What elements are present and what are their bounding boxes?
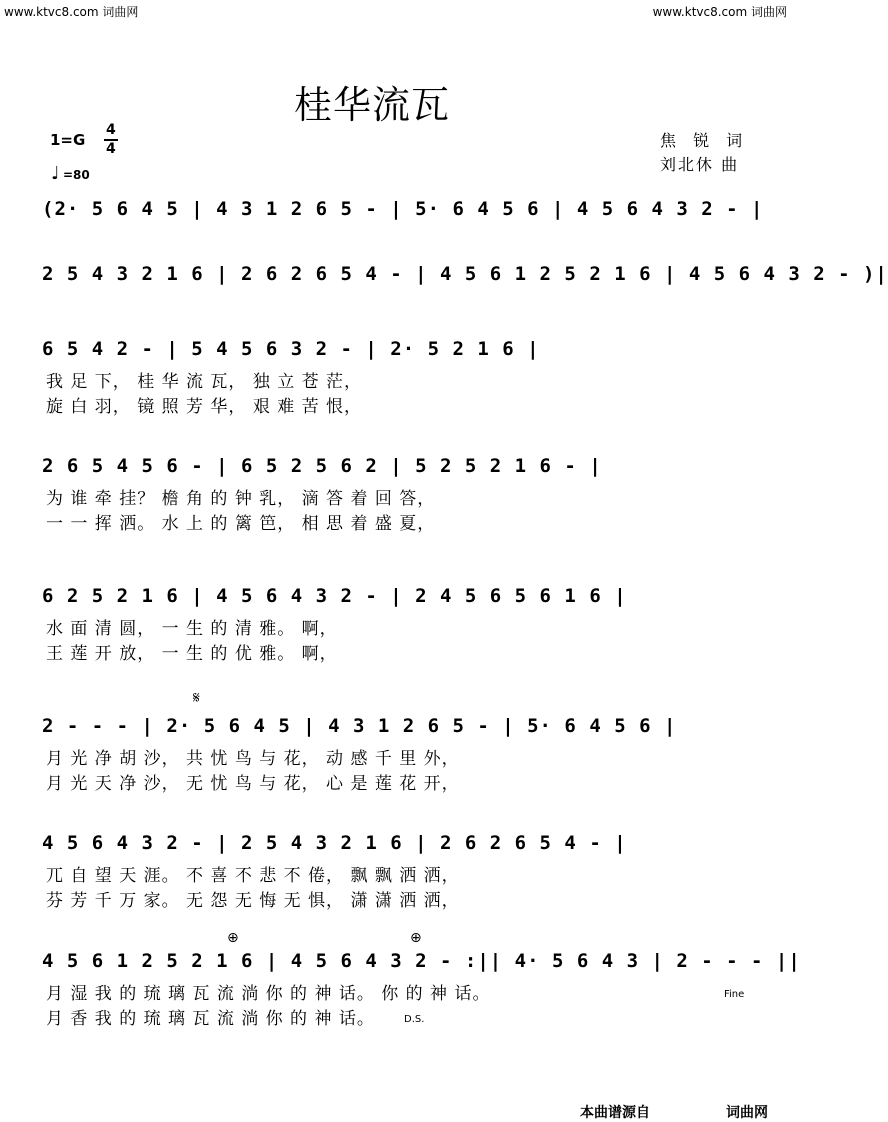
segno-icon: 𝄋 xyxy=(193,688,200,707)
lyric-verse-2: 旋 白 羽， 镜 照 芳 华， 艰 难 苦 恨， xyxy=(46,397,363,417)
quarter-note-icon: ♩ xyxy=(51,163,60,184)
lyric-verse-2: 月 香 我 的 琉 璃 瓦 流 淌 你 的 神 话。 xyxy=(46,1009,375,1029)
lyric-verse-1: 我 足 下， 桂 华 流 瓦， 独 立 苍 茫， xyxy=(46,372,363,392)
footer-source: 本曲谱源自 xyxy=(580,1105,650,1121)
notation-line: 2 - - - | 2· 5 6 4 5 | 4 3 1 2 6 5 - | 5· 6 4 5 6 | xyxy=(42,715,677,737)
composer-credit: 刘北休 曲 xyxy=(660,155,740,174)
notation-line: 4 5 6 1 2 5 2 1 6 | 4 5 6 4 3 2 - :|| 4· 5 6 4 3 | 2 - - - || xyxy=(42,950,801,972)
notation-line: 4 5 6 4 3 2 - | 2 5 4 3 2 1 6 | 2 6 2 6 5 4 - | xyxy=(42,832,627,854)
time-signature-bottom: 4 xyxy=(106,141,116,157)
lyric-verse-2: 王 莲 开 放， 一 生 的 优 雅。 啊， xyxy=(46,644,338,664)
notation-line: 2 5 4 3 2 1 6 | 2 6 2 6 5 4 - | 4 5 6 1 2 5 2 1 6 | 4 5 6 4 3 2 - )| xyxy=(42,263,888,285)
lyric-verse-1: 兀 自 望 天 涯。 不 喜 不 悲 不 倦， 飘 飘 洒 洒， xyxy=(46,866,460,886)
key-signature: 1=G xyxy=(50,131,86,149)
lyric-verse-1: 月 湿 我 的 琉 璃 瓦 流 淌 你 的 神 话。 你 的 神 话。 xyxy=(46,984,491,1004)
time-signature-top: 4 xyxy=(106,122,116,138)
ds-mark: D.S. xyxy=(404,1014,425,1025)
notation-line: 6 5 4 2 - | 5 4 5 6 3 2 - | 2· 5 2 1 6 | xyxy=(42,338,540,360)
notation-line: (2· 5 6 4 5 | 4 3 1 2 6 5 - | 5· 6 4 5 6 | 4 5 6 4 3 2 - | xyxy=(42,198,764,220)
notation-line: 6 2 5 2 1 6 | 4 5 6 4 3 2 - | 2 4 5 6 5 6 1 6 | xyxy=(42,585,627,607)
tempo-value: =80 xyxy=(63,168,90,182)
coda-icon: ⊕ xyxy=(227,930,239,946)
lyric-verse-2: 芬 芳 千 万 家。 无 怨 无 悔 无 惧， 潇 潇 洒 洒， xyxy=(46,891,460,911)
site-header-left: www.ktvc8.com 词曲网 xyxy=(4,5,139,19)
fine-mark: Fine xyxy=(724,989,745,1000)
lyric-verse-1: 月 光 净 胡 沙， 共 忧 鸟 与 花， 动 感 千 里 外， xyxy=(46,749,460,769)
lyric-verse-2: 月 光 天 净 沙， 无 忧 鸟 与 花， 心 是 莲 花 开， xyxy=(46,774,460,794)
lyric-verse-1: 为 谁 牵 挂？ 檐 角 的 钟 乳， 滴 答 着 回 答， xyxy=(46,489,436,509)
lyric-verse-1: 水 面 清 圆， 一 生 的 清 雅。 啊， xyxy=(46,619,338,639)
lyric-verse-2: 一 一 挥 洒。 水 上 的 篱 笆， 相 思 着 盛 夏， xyxy=(46,514,436,534)
song-title: 桂华流瓦 xyxy=(294,83,451,127)
footer-site: 词曲网 xyxy=(726,1105,768,1121)
notation-line: 2 6 5 4 5 6 - | 6 5 2 5 6 2 | 5 2 5 2 1 6 - | xyxy=(42,455,602,477)
site-header-right: www.ktvc8.com 词曲网 xyxy=(652,5,787,19)
lyricist-credit: 焦 锐 词 xyxy=(660,131,749,150)
coda-icon: ⊕ xyxy=(410,930,422,946)
